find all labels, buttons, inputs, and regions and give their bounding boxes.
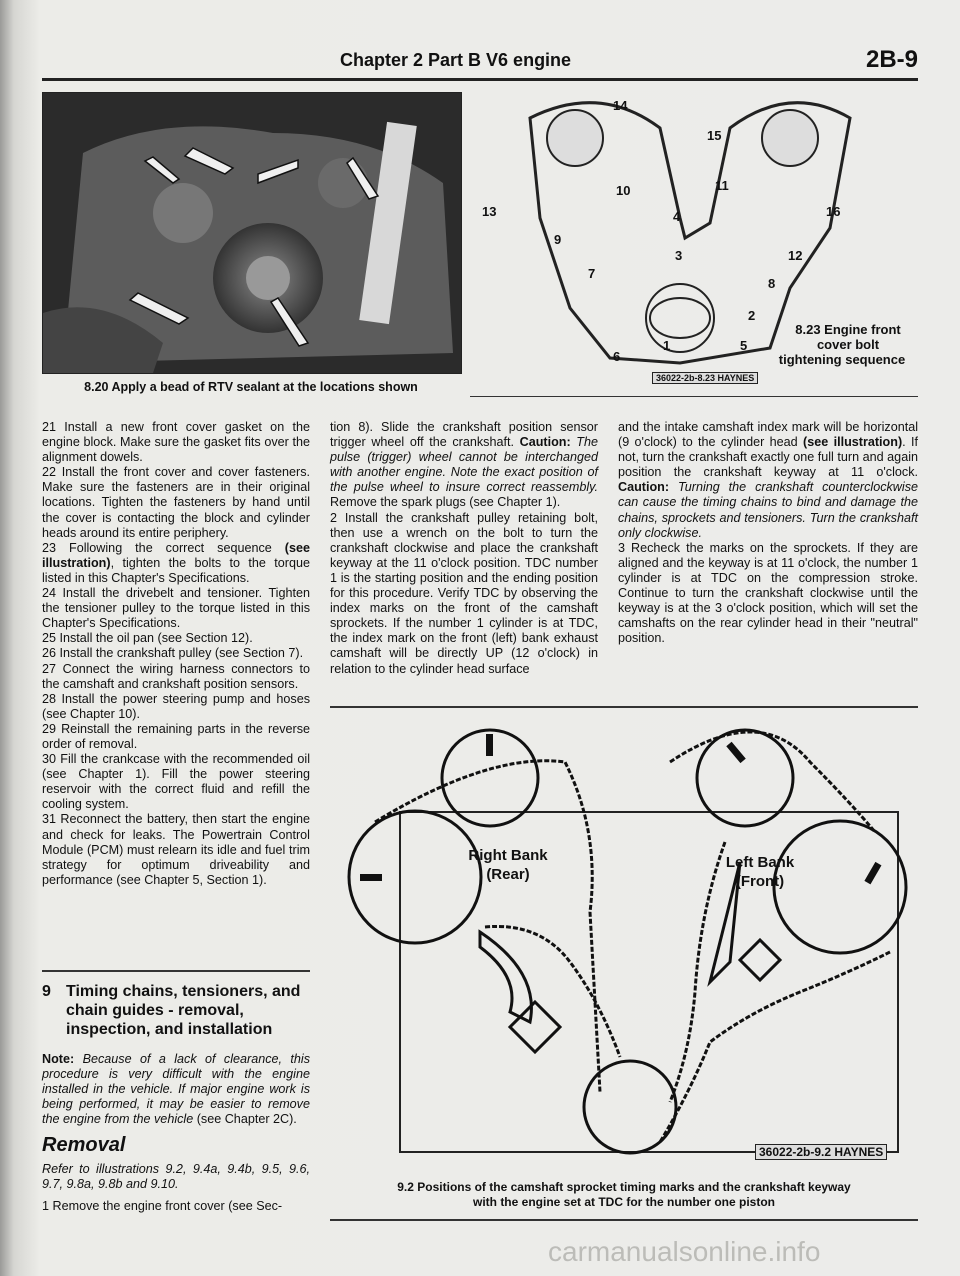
bolt-number: 12 (788, 248, 803, 263)
timing-mark (360, 874, 382, 881)
paragraph-30: 30 Fill the crankcase with the recommended oil (see Chapter 1). Fill the power steering reservoir with the correct fluid and refill the cooling system. (42, 752, 310, 812)
figure-8-23-code: 36022-2b-8.23 HAYNES (652, 372, 758, 384)
section-number: 9 (42, 983, 51, 1000)
paragraph-25: 25 Install the oil pan (see Section 12). (42, 631, 253, 646)
bolt-number: 15 (707, 128, 722, 143)
figure-8-23-diagram (470, 88, 920, 388)
watermark: carmanualsonline.info (548, 1236, 821, 1267)
bolt-number: 9 (554, 232, 562, 247)
left-bank-label: Left Bank (725, 854, 795, 871)
figure-8-23-caption-line: 8.23 Engine front (795, 322, 901, 337)
left-bank-label-sub: (Front) (735, 873, 785, 890)
figure-rule (470, 396, 918, 397)
figure-9-2-code: 36022-2b-9.2 HAYNES (755, 1144, 887, 1160)
bolt-number: 4 (673, 209, 681, 224)
figure-8-20-caption: 8.20 Apply a bead of RTV sealant at the locations shown (84, 380, 418, 394)
removal-heading: Removal (42, 1134, 126, 1156)
figure-9-2-caption-line-2: with the engine set at TDC for the number one piston (472, 1195, 775, 1209)
paragraph-3: 3 Recheck the marks on the sprockets. If they are aligned and the keyway is at 11 o'clock, the number 1 cylinder is at TDC on the compression stroke. Continue to turn the crankshaft clockwise until the keyway is at the 3 o'clock position, which will set the camshafts on the rear cylinder head in their "neutral" position. (618, 540, 918, 646)
bolt-number: 8 (768, 276, 776, 291)
section-title: Timing chains, tensioners, and chain guides - removal, inspection, and installation (66, 983, 301, 1038)
right-bank-label: Right Bank (468, 847, 548, 864)
paragraph-24: 24 Install the drivebelt and tensioner. Tighten the tensioner pulley to the torque listed in this Chapter's Specifications. (42, 586, 310, 631)
paragraph-31: 31 Reconnect the battery, then start the engine and check for leaks. The Powertrain Control Module (PCM) must relearn its idle and fuel trim strategy for optimum driveability and performance (see Chapter 5, Section 1). (42, 812, 310, 887)
figure-9-2-diagram (330, 712, 918, 1172)
section-9-heading (42, 982, 310, 1039)
bolt-number: 13 (482, 204, 497, 219)
timing-mark (864, 862, 881, 885)
paragraph-26: 26 Install the crankshaft pulley (see Section 7). (42, 646, 304, 661)
text-column-1 (42, 420, 310, 888)
paragraph-28: 28 Install the power steering pump and hoses (see Chapter 10). (42, 691, 310, 721)
bolt-number: 1 (663, 338, 671, 353)
refer-text: Refer to illustrations 9.2, 9.4a, 9.4b, 9.5, 9.6, 9.7, 9.8a, 9.8b and 9.10. (42, 1162, 310, 1192)
page-header-title: Chapter 2 Part B V6 engine (340, 50, 572, 70)
paragraph-22: 22 Install the front cover and cover fasteners. Make sure the fasteners are in their original locations. Tighten the fasteners by hand until the cover is contacting the block and cylinder heads around its entire periphery. (42, 465, 310, 540)
timing-mark (726, 742, 746, 763)
bolt-number: 3 (675, 248, 683, 263)
paragraph-23: 23 Following the correct sequence (see illustration), tighten the bolts to the torque listed in this Chapter's Specifications. (42, 540, 310, 585)
header-rule (42, 78, 918, 81)
paragraph-1: 1 Remove the engine front cover (see Sec- (42, 1199, 283, 1213)
figure-8-20-photo (42, 92, 462, 374)
right-bank-label-sub: (Rear) (486, 866, 530, 883)
figure-8-23-caption-line: tightening sequence (778, 352, 906, 367)
bolt-number: 5 (740, 338, 748, 353)
text-column-2: tion 8). Slide the crankshaft position sensor trigger wheel off the crankshaft. Caution: The pulse (trigger) wheel cannot be interchanged with another engine. Note the exact position of the pulse wheel to insure correct reassembly. Remove the spark plugs (see Chapter 1). 2 Install the crankshaft pulley retaining bolt, then use a wrench on the bolt to turn the crankshaft clockwise and place the crankshaft keyway at the 11 o'clock position. TDC number 1 is the starting position and the ending position for this procedure. Verify TDC by observing the index marks on the front of the camshaft sprockets. If the number 1 cylinder is at TDC, the index mark on the front (left) bank exhaust camshaft will be directly UP (12 o'clock) in relation to the cylinder head surface (330, 420, 598, 676)
text-column-3: and the intake camshaft index mark will be horizontal (9 o'clock) to the cylinder head (see illustration). If not, turn the crankshaft exactly one full turn and again position the crankshaft keyway at 11 o'clock. Caution: Turning the crankshaft counterclockwise can cause the timing chains to bind and damage the chains, sprockets and tensioners. Turn the crankshaft only clockwise. 3 Recheck the marks on the sprockets. If they are aligned and the keyway is at 11 o'clock, the number 1 cylinder is at TDC on the compression stroke. Continue to turn the crankshaft clockwise until the keyway is at the 3 o'clock position, which will set the camshafts on the rear cylinder head in their "neutral" position. (618, 420, 918, 646)
bolt-number: 11 (715, 178, 729, 193)
bolt-number: 14 (613, 98, 628, 113)
section-rule (42, 970, 310, 972)
bolt-number: 10 (616, 183, 631, 198)
bolt-number: 7 (588, 266, 596, 281)
figure-9-2-caption-line-1: 9.2 Positions of the camshaft sprocket timing marks and the crankshaft keyway (397, 1180, 851, 1194)
paragraph-2: 2 Install the crankshaft pulley retaining bolt, then use a wrench on the bolt to turn the crankshaft clockwise and place the crankshaft keyway at the 11 o'clock position. TDC number 1 is the starting position and the ending position for this procedure. Verify TDC by observing the index marks on the front of the camshaft sprockets. If the number 1 cylinder is at TDC, the index mark on the front (left) bank exhaust camshaft will be directly UP (12 o'clock) in relation to the cylinder head surface (330, 510, 598, 676)
page-number: 2B-9 (865, 46, 918, 73)
figure-9-2-bottom-rule (330, 1219, 918, 1221)
engine-photo-illustration (43, 93, 461, 373)
figure-9-2-top-rule (330, 706, 918, 708)
paragraph-27: 27 Connect the wiring harness connectors to the camshaft and crankshaft position sensors. (42, 661, 310, 691)
paragraph-29: 29 Reinstall the remaining parts in the reverse order of removal. (42, 721, 310, 751)
bolt-number: 2 (748, 308, 756, 323)
timing-mark (486, 734, 493, 756)
note-block: Note: Because of a lack of clearance, this procedure is very difficult with the engine installed in the vehicle. If major engine work is being performed, it may be easier to remove the engine from the vehicle (see Chapter 2C). (42, 1052, 310, 1127)
bolt-number: 6 (613, 349, 621, 364)
bolt-number: 16 (826, 204, 841, 219)
paragraph-21: 21 Install a new front cover gasket on the engine block. Make sure the gasket fits over the alignment dowels. (42, 420, 310, 465)
figure-8-23-caption-line: cover bolt (816, 337, 880, 352)
